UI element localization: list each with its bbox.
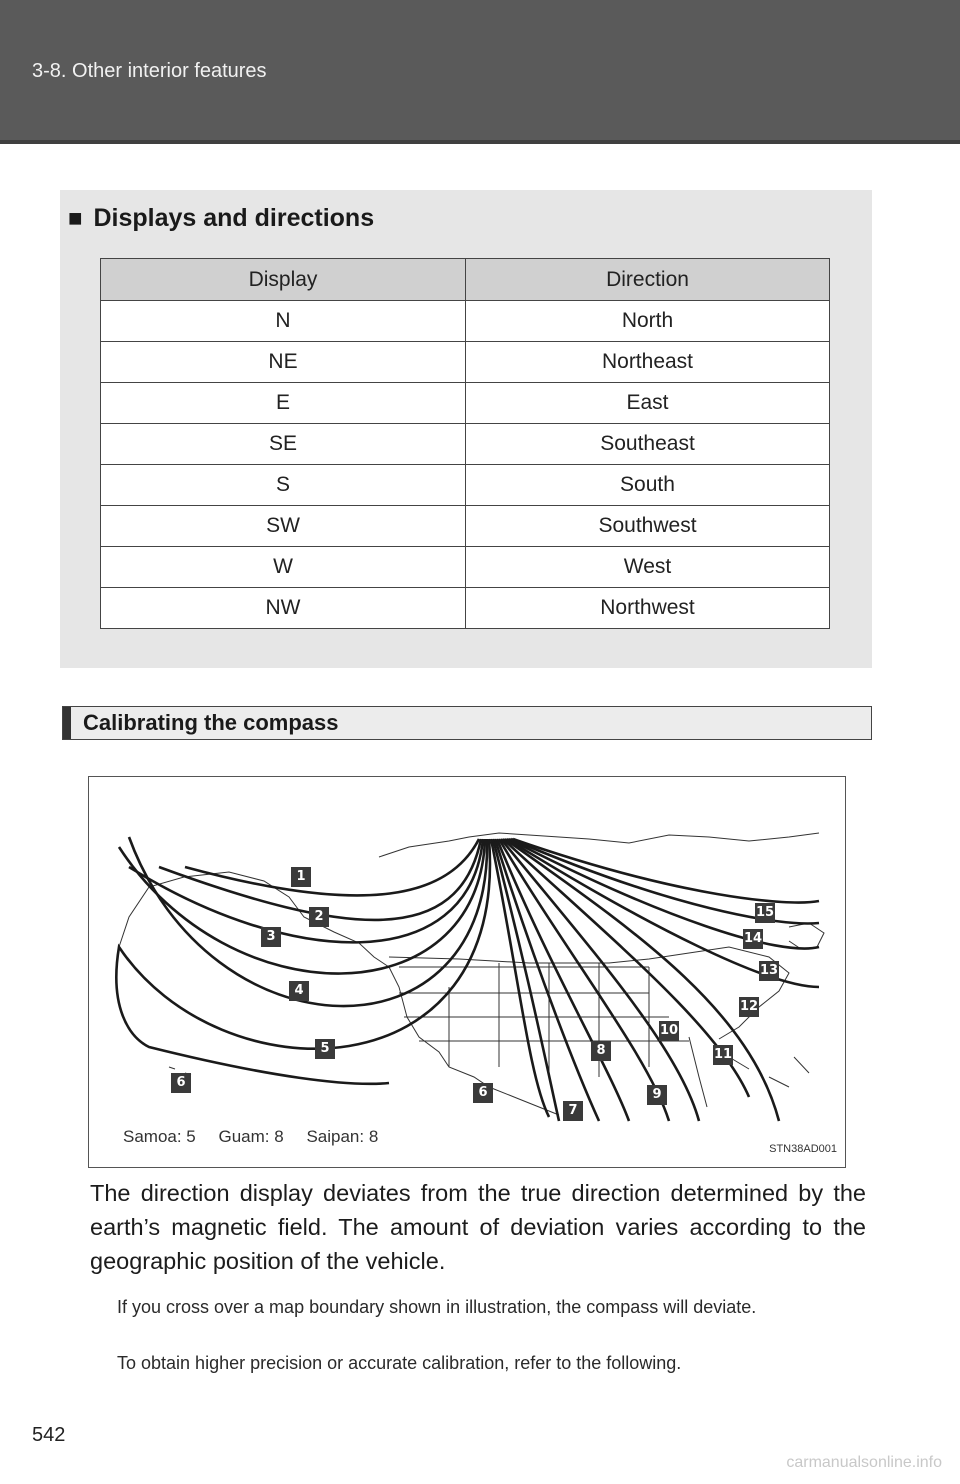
zone-badge-13: 13 <box>759 961 779 981</box>
figure-caption <box>123 1127 396 1147</box>
boundary-note: If you cross over a map boundary shown in illustration, the compass will deviate. <box>117 1297 757 1317</box>
section-heading-text: Calibrating the compass <box>83 710 339 735</box>
zone-badge-3: 3 <box>261 927 281 947</box>
table-row <box>101 301 830 342</box>
direction-cell: East <box>466 383 830 424</box>
caption-guam: Guam: 8 <box>218 1127 284 1146</box>
display-cell: SW <box>101 506 466 547</box>
column-header-display: Display <box>101 259 466 301</box>
zone-map-illustration <box>89 777 845 1167</box>
isogonic-lines <box>116 837 819 1121</box>
direction-cell: Northwest <box>466 588 830 629</box>
table-row <box>101 383 830 424</box>
deviation-paragraph: The direction display deviates from the true direction determined by the earth’s magnetic field. The amount of deviation varies according to the geographic position of the vehicle. <box>90 1180 866 1274</box>
display-cell: N <box>101 301 466 342</box>
zone-badge-11: 11 <box>713 1045 733 1065</box>
zone-badge-6b: 6 <box>473 1083 493 1103</box>
figure-code: STN38AD001 <box>769 1143 837 1155</box>
zone-badge-9: 9 <box>647 1085 667 1105</box>
directions-table <box>100 258 830 629</box>
table-row <box>101 506 830 547</box>
table-header-row <box>101 259 830 301</box>
zone-badge-12: 12 <box>739 997 759 1017</box>
table-row <box>101 547 830 588</box>
display-cell: E <box>101 383 466 424</box>
header-divider <box>0 140 960 144</box>
column-header-direction: Direction <box>466 259 830 301</box>
direction-cell: South <box>466 465 830 506</box>
zone-badge-5: 5 <box>315 1039 335 1059</box>
direction-cell: Northeast <box>466 342 830 383</box>
display-cell: W <box>101 547 466 588</box>
zone-badge-2: 2 <box>309 907 329 927</box>
magnetic-zone-map-figure <box>88 776 846 1168</box>
section-heading <box>62 706 872 740</box>
displays-title <box>68 204 374 233</box>
caption-samoa: Samoa: 5 <box>123 1127 196 1146</box>
zone-badge-14: 14 <box>743 929 763 949</box>
section-breadcrumb: 3-8. Other interior features <box>32 60 267 82</box>
page-header <box>0 0 960 144</box>
zone-badge-1: 1 <box>291 867 311 887</box>
caption-saipan: Saipan: 8 <box>306 1127 379 1146</box>
zone-badge-7: 7 <box>563 1101 583 1121</box>
zone-badge-4: 4 <box>289 981 309 1001</box>
direction-cell: West <box>466 547 830 588</box>
table-row <box>101 465 830 506</box>
watermark-text: carmanualsonline.info <box>786 1454 942 1471</box>
displays-title-text: Displays and directions <box>93 204 375 232</box>
table-row <box>101 588 830 629</box>
display-cell: SE <box>101 424 466 465</box>
display-cell: NE <box>101 342 466 383</box>
heading-accent-bar <box>63 707 71 739</box>
zone-badge-10: 10 <box>659 1021 679 1041</box>
table-row <box>101 424 830 465</box>
display-cell: NW <box>101 588 466 629</box>
square-bullet-icon: ■ <box>68 205 83 232</box>
zone-badge-6: 6 <box>171 1073 191 1093</box>
display-cell: S <box>101 465 466 506</box>
calibration-note: To obtain higher precision or accurate calibration, refer to the following. <box>117 1353 682 1373</box>
coastline-sketch <box>119 833 824 1115</box>
direction-cell: Southeast <box>466 424 830 465</box>
direction-cell: Southwest <box>466 506 830 547</box>
direction-cell: North <box>466 301 830 342</box>
zone-badge-8: 8 <box>591 1041 611 1061</box>
page-number: 542 <box>32 1424 66 1446</box>
zone-badge-15: 15 <box>755 903 775 923</box>
table-row <box>101 342 830 383</box>
